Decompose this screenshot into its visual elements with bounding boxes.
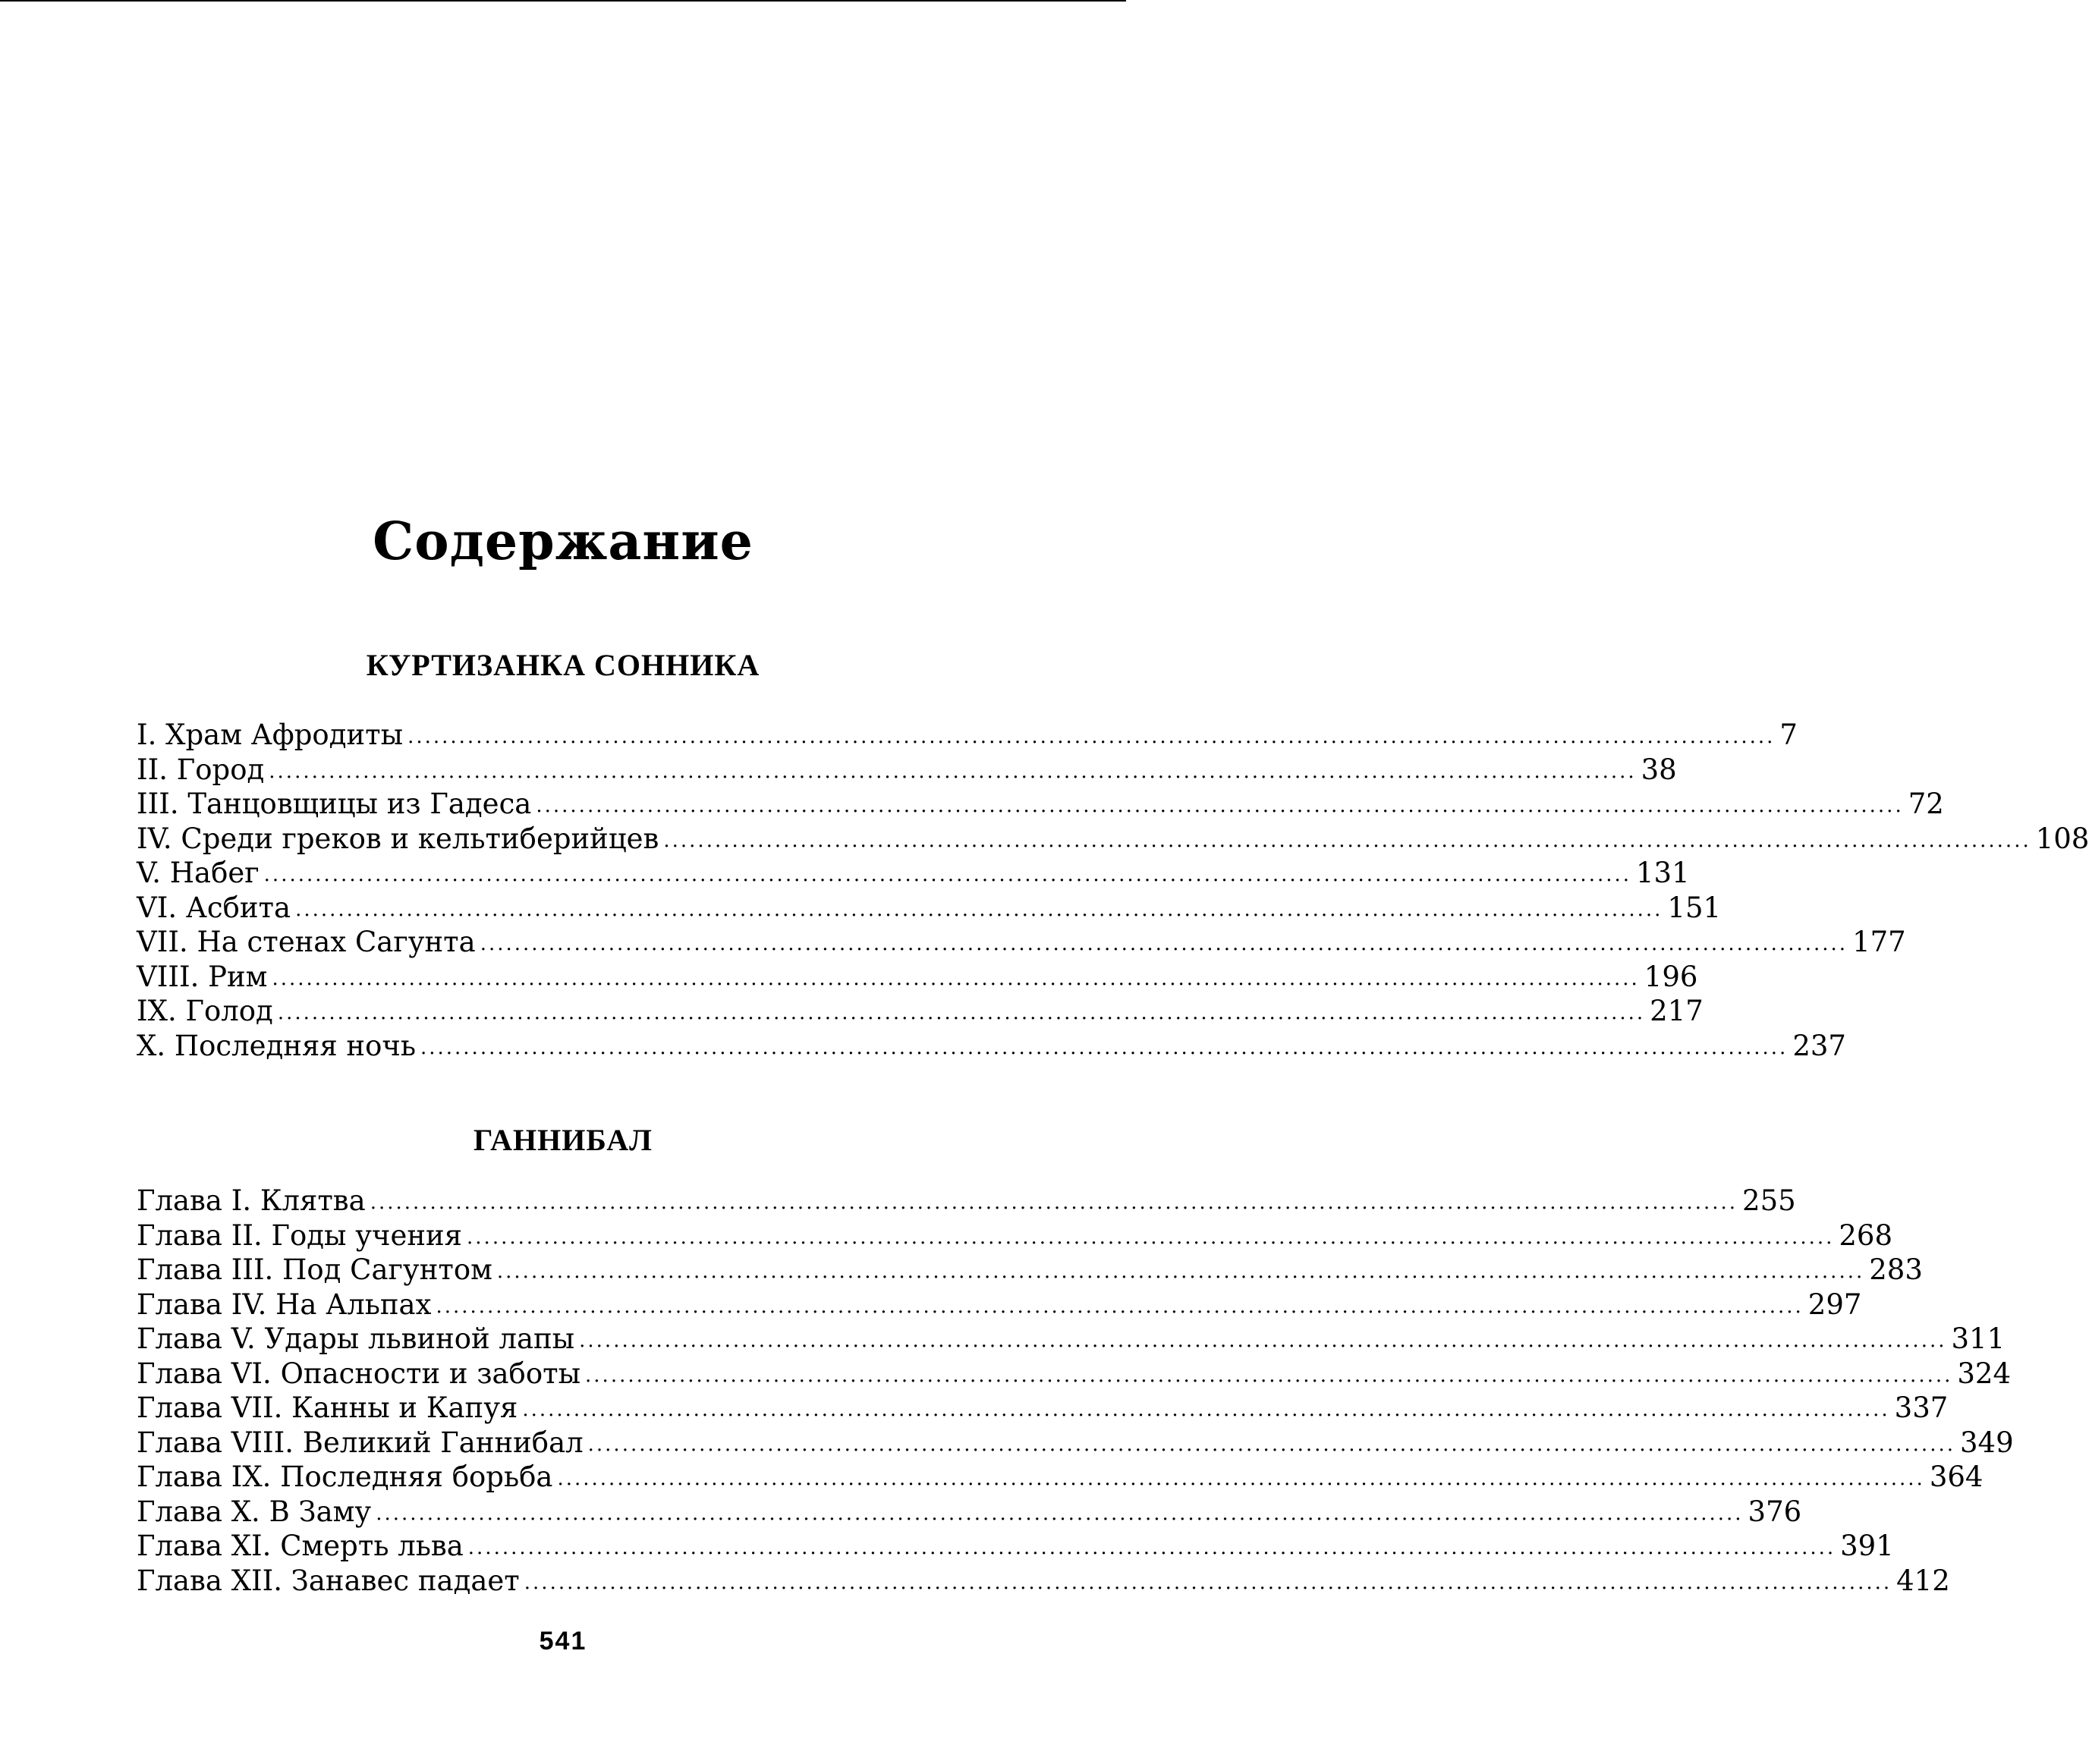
toc-leader: ................................................................................................................................................................ [277,1001,1646,1024]
toc-entry [137,1322,2006,1357]
toc-entry-title: IV. Среди греков и кельтиберийцев [137,822,659,855]
page-top-rule [0,0,1126,2]
toc-entry [137,1529,1894,1564]
toc-entry [137,1253,1923,1288]
toc-leader: ................................................................................................................................................................ [496,1260,1865,1283]
toc-leader: ................................................................................................................................................................ [522,1398,1890,1421]
toc-entry [137,787,1944,822]
toc-entry-title: Глава I. Клятва [137,1184,366,1217]
toc-entry-title: VIII. Рим [137,960,268,993]
toc-leader: ................................................................................................................................................................ [579,1329,1947,1352]
section-heading-hannibal: ГАННИБАЛ [473,1123,653,1157]
page-number: 541 [539,1627,587,1656]
toc-entry-title: IX. Голод [137,995,273,1027]
toc-list-courtesan [137,718,2089,1063]
page-title: Содержание [373,511,753,572]
toc-entry-page: 268 [1839,1218,1892,1252]
toc-entry [137,1218,1892,1253]
toc-entry-title: VII. На стенах Сагунта [137,926,476,958]
toc-entry-page: 255 [1742,1184,1796,1217]
toc-leader: ................................................................................................................................................................ [467,1536,1836,1559]
toc-entry [137,1495,1802,1530]
toc-leader: ................................................................................................................................................................ [536,794,1904,817]
toc-entry-title: VI. Асбита [137,891,291,924]
toc-entry [137,925,1906,960]
toc-leader: ................................................................................................................................................................ [263,863,1632,886]
toc-entry-title: Глава XI. Смерть льва [137,1530,464,1562]
toc-entry [137,1288,1862,1322]
toc-entry-page: 324 [1957,1357,2011,1390]
toc-leader: ................................................................................................................................................................ [295,898,1663,921]
toc-entry-title: Глава IV. На Альпах [137,1288,432,1321]
toc-entry-title: Глава V. Удары львиной лапы [137,1322,575,1355]
toc-entry-page: 376 [1748,1495,1802,1528]
toc-entry-page: 177 [1852,926,1906,958]
toc-leader: ................................................................................................................................................................ [269,759,1637,783]
toc-entry-title: Глава VI. Опасности и заботы [137,1357,581,1390]
toc-entry-page: 108 [2035,822,2089,855]
toc-entry [137,1564,1950,1599]
toc-entry [137,1426,2014,1461]
toc-entry-title: Глава III. Под Сагунтом [137,1253,492,1286]
toc-entry [137,718,1798,753]
toc-entry-page: 412 [1896,1564,1950,1597]
toc-leader: ................................................................................................................................................................ [663,829,2031,852]
toc-entry [137,891,1722,926]
toc-entry [137,994,1704,1029]
toc-entry [137,822,2089,857]
toc-entry [137,1460,1984,1495]
toc-entry-title: Глава VIII. Великий Ганнибал [137,1426,584,1459]
toc-leader: ................................................................................................................................................................ [407,725,1776,748]
toc-entry-page: 391 [1840,1530,1894,1562]
toc-entry-title: Глава XII. Занавес падает [137,1564,520,1597]
toc-entry-title: Глава II. Годы учения [137,1218,463,1252]
toc-entry-page: 297 [1807,1288,1862,1321]
toc-leader: ................................................................................................................................................................ [467,1225,1835,1249]
toc-entry [137,753,1677,788]
toc-entry-page: 131 [1636,857,1690,889]
toc-entry-title: I. Храм Афродиты [137,718,404,751]
toc-entry-page: 349 [1959,1426,2014,1459]
toc-entry-page: 7 [1779,718,1798,751]
toc-leader: ................................................................................................................................................................ [587,1432,1955,1456]
toc-entry [137,960,1698,995]
toc-leader: ................................................................................................................................................................ [524,1571,1892,1594]
toc-entry [137,1391,1949,1426]
toc-entry-title: Глава VII. Канны и Капуя [137,1391,518,1424]
toc-entry-title: III. Танцовщицы из Гадеса [137,788,532,820]
toc-entry [137,1029,1846,1064]
toc-entry-page: 337 [1894,1391,1949,1424]
toc-leader: ................................................................................................................................................................ [272,967,1640,990]
toc-entry-page: 237 [1792,1029,1846,1062]
toc-entry-title: Глава X. В Заму [137,1495,372,1528]
section-heading-courtesan: КУРТИЗАНКА СОННИКА [366,648,760,682]
toc-leader: ................................................................................................................................................................ [370,1191,1738,1214]
toc-entry-page: 196 [1644,960,1698,993]
toc-entry [137,1184,1796,1218]
toc-entry-title: II. Город [137,753,265,786]
toc-entry-page: 364 [1929,1461,1984,1493]
toc-leader: ................................................................................................................................................................ [420,1036,1789,1059]
toc-leader: ................................................................................................................................................................ [585,1363,1953,1387]
toc-entry-title: V. Набег [137,857,260,889]
toc-entry-page: 72 [1908,788,1944,820]
toc-leader: ................................................................................................................................................................ [376,1501,1744,1525]
toc-list-hannibal [137,1184,2014,1598]
toc-entry-page: 38 [1641,753,1677,786]
toc-leader: ................................................................................................................................................................ [557,1467,1925,1490]
toc-leader: ................................................................................................................................................................ [436,1294,1804,1318]
toc-entry [137,856,1690,891]
toc-entry-page: 151 [1667,891,1722,924]
toc-entry-page: 283 [1869,1253,1923,1286]
toc-entry [137,1357,2011,1391]
toc-entry-title: X. Последняя ночь [137,1029,416,1062]
toc-entry-page: 217 [1650,995,1704,1027]
toc-entry-page: 311 [1951,1322,2006,1355]
toc-entry-title: Глава IX. Последняя борьба [137,1461,553,1493]
toc-leader: ................................................................................................................................................................ [480,932,1848,955]
